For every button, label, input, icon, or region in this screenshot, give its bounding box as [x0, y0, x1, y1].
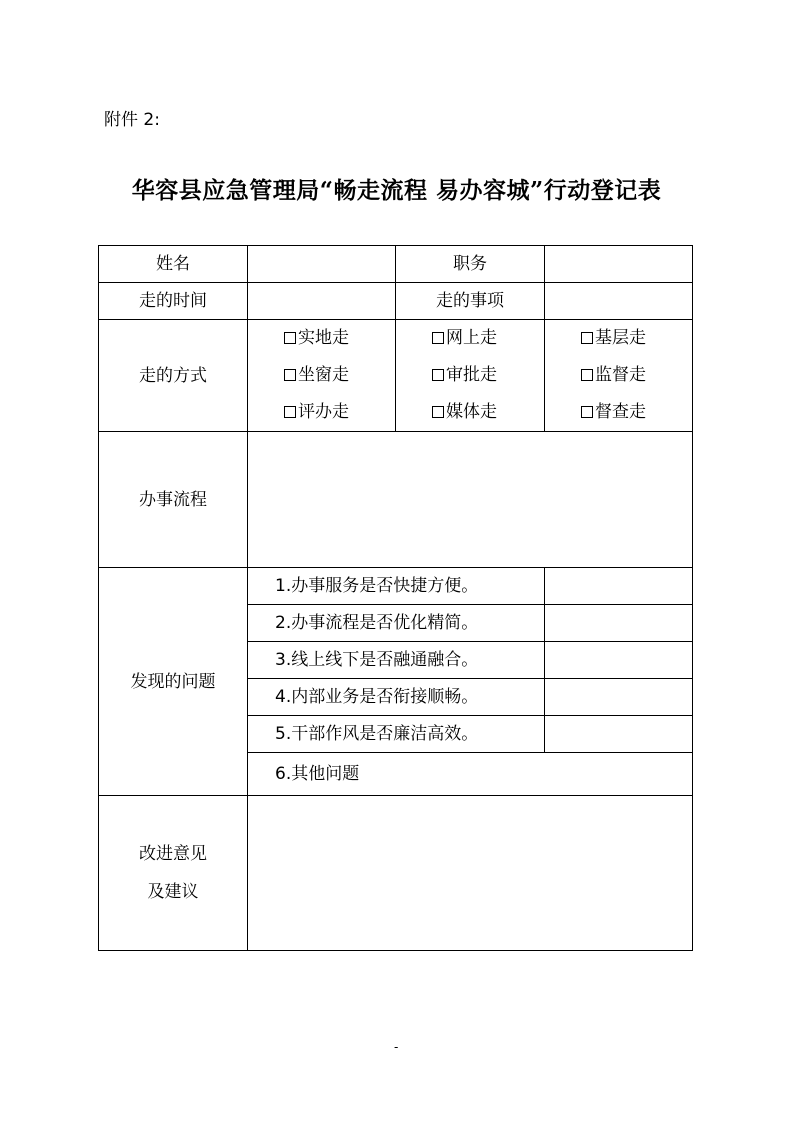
- method-option-media[interactable]: 媒体走: [396, 394, 545, 432]
- issue-answer-4[interactable]: [545, 679, 693, 716]
- row-time: [99, 283, 693, 320]
- method-option-supervision[interactable]: 监督走: [545, 357, 693, 394]
- checkbox-icon[interactable]: [284, 332, 296, 344]
- position-value-cell[interactable]: [545, 246, 693, 283]
- checkbox-icon[interactable]: [284, 406, 296, 418]
- suggestion-label: [99, 796, 248, 951]
- process-value-cell[interactable]: [248, 432, 693, 568]
- issue-item-6[interactable]: 6.其他问题: [248, 753, 693, 796]
- registration-form-table: [98, 245, 693, 951]
- method-label: 走的方式: [99, 320, 248, 432]
- checkbox-icon[interactable]: [432, 369, 444, 381]
- issue-item-4: 4.内部业务是否衔接顺畅。: [248, 679, 545, 716]
- row-issue-1: [99, 568, 693, 605]
- name-label: 姓名: [99, 246, 248, 283]
- issue-answer-5[interactable]: [545, 716, 693, 753]
- form-title: 华容县应急管理局“畅走流程 易办容城”行动登记表: [131, 177, 662, 204]
- page-footer-mark: -: [394, 1040, 399, 1054]
- issues-label: 发现的问题: [99, 568, 248, 796]
- row-name: [99, 246, 693, 283]
- row-method-1: [99, 320, 693, 357]
- name-value-cell[interactable]: [248, 246, 396, 283]
- row-process: [99, 432, 693, 568]
- checkbox-icon[interactable]: [432, 332, 444, 344]
- time-value-cell[interactable]: [248, 283, 396, 320]
- time-label: 走的时间: [99, 283, 248, 320]
- issue-item-5: 5.干部作风是否廉洁高效。: [248, 716, 545, 753]
- suggestion-label-line1: 改进意见: [139, 844, 207, 864]
- method-option-onsite[interactable]: 实地走: [248, 320, 396, 357]
- method-option-evaluate[interactable]: 评办走: [248, 394, 396, 432]
- checkbox-icon[interactable]: [581, 332, 593, 344]
- issue-item-3: 3.线上线下是否融通融合。: [248, 642, 545, 679]
- position-label: 职务: [396, 246, 545, 283]
- method-option-grassroots[interactable]: 基层走: [545, 320, 693, 357]
- issue-answer-3[interactable]: [545, 642, 693, 679]
- row-suggestion: [99, 796, 693, 951]
- suggestion-value-cell[interactable]: [248, 796, 693, 951]
- checkbox-icon[interactable]: [581, 369, 593, 381]
- matter-label: 走的事项: [396, 283, 545, 320]
- issue-item-1: 1.办事服务是否快捷方便。: [248, 568, 545, 605]
- matter-value-cell[interactable]: [545, 283, 693, 320]
- attachment-label: 附件 2:: [104, 110, 160, 130]
- process-label: 办事流程: [99, 432, 248, 568]
- method-option-approval[interactable]: 审批走: [396, 357, 545, 394]
- issue-item-2: 2.办事流程是否优化精简。: [248, 605, 545, 642]
- method-option-inspection[interactable]: 督查走: [545, 394, 693, 432]
- issue-answer-1[interactable]: [545, 568, 693, 605]
- method-option-online[interactable]: 网上走: [396, 320, 545, 357]
- suggestion-label-line2: 及建议: [147, 882, 199, 902]
- issue-answer-2[interactable]: [545, 605, 693, 642]
- checkbox-icon[interactable]: [432, 406, 444, 418]
- checkbox-icon[interactable]: [284, 369, 296, 381]
- method-option-window[interactable]: 坐窗走: [248, 357, 396, 394]
- checkbox-icon[interactable]: [581, 406, 593, 418]
